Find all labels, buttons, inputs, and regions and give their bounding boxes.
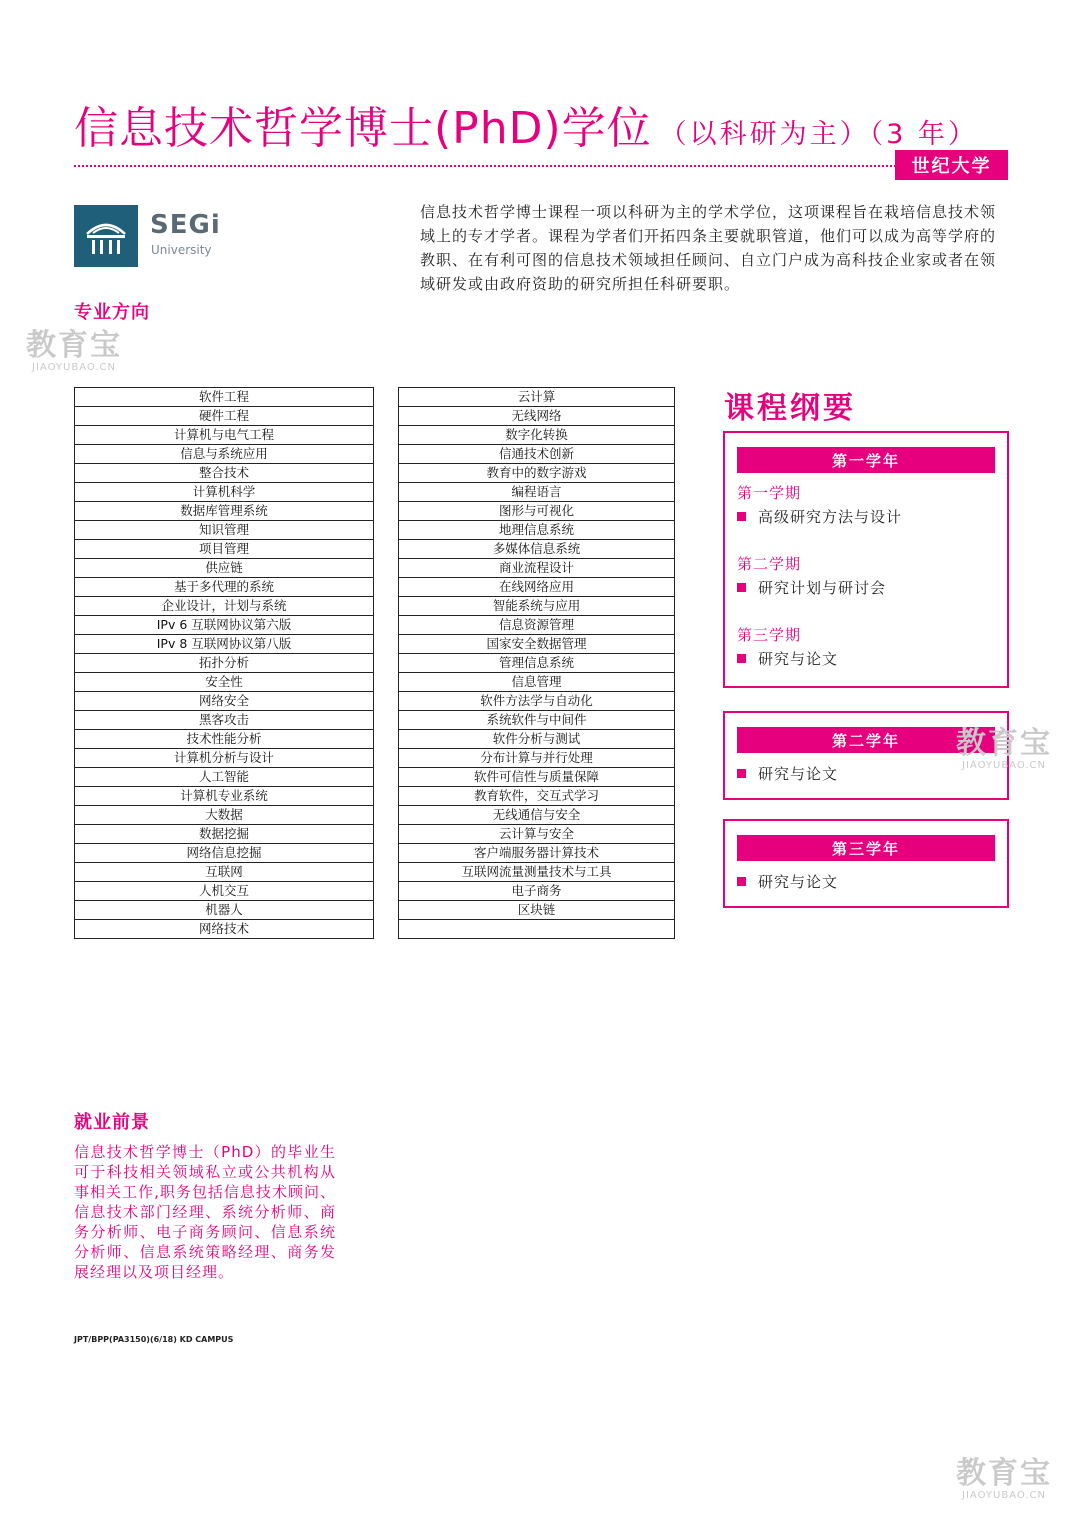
specialization-cell: 机器人 [75,901,374,920]
specialization-cell: 信息资源管理 [399,616,675,635]
table-row [75,825,374,844]
specialization-cell: 云计算与安全 [399,825,675,844]
table-row [399,730,675,749]
specialization-cell: 互联网 [75,863,374,882]
year1-sem2: 第二学期 [737,555,802,573]
specialization-cell: IPv 8 互联网协议第八版 [75,635,374,654]
table-row [75,920,374,939]
segi-building-icon [74,205,138,267]
year1-sem3-item: 研究与论文 [737,648,838,669]
table-row [75,673,374,692]
table-row [75,806,374,825]
specialization-cell: 软件工程 [75,388,374,407]
specialization-cell: 知识管理 [75,521,374,540]
title-sub: （以科研为主）（3 年） [659,119,978,150]
table-row [399,806,675,825]
specialization-cell: 项目管理 [75,540,374,559]
specialization-cell: 数据挖掘 [75,825,374,844]
table-row [399,426,675,445]
specialization-cell: 安全性 [75,673,374,692]
specialization-cell: 软件分析与测试 [399,730,675,749]
logo-name: SEGi [150,210,221,240]
table-row [75,730,374,749]
title-divider [74,165,896,167]
specialization-cell: 在线网络应用 [399,578,675,597]
table-row [75,654,374,673]
specialization-cell: 云计算 [399,388,675,407]
specialization-cell: 无线通信与安全 [399,806,675,825]
specialization-cell: 信通技术创新 [399,445,675,464]
table-row [399,502,675,521]
watermark-url: JIAOYUBAO.CN [32,362,116,373]
table-row [399,787,675,806]
year2-label: 第二学年 [737,727,995,753]
specialization-heading: 专业方向 [74,302,150,323]
specialization-cell: 客户端服务器计算技术 [399,844,675,863]
specialization-cell: 商业流程设计 [399,559,675,578]
table-row [75,787,374,806]
specialization-cell: 教育中的数字游戏 [399,464,675,483]
table-row [399,863,675,882]
specialization-cell: 电子商务 [399,882,675,901]
specialization-table-right [398,387,675,939]
page-title [74,92,978,156]
year1-box [723,431,1009,688]
table-row [75,635,374,654]
table-row [75,692,374,711]
year1-label: 第一学年 [737,447,995,473]
table-row [399,711,675,730]
bullet-icon [737,769,746,778]
specialization-cell: 人机交互 [75,882,374,901]
specialization-cell: 系统软件与中间件 [399,711,675,730]
specialization-cell: 软件方法学与自动化 [399,692,675,711]
table-row [399,825,675,844]
specialization-cell: 企业设计，计划与系统 [75,597,374,616]
specialization-cell: 信息与系统应用 [75,445,374,464]
watermark-right [948,728,1060,772]
table-row [75,901,374,920]
specialization-cell: 计算机专业系统 [75,787,374,806]
year1-sem1: 第一学期 [737,484,802,502]
table-row [399,578,675,597]
table-row [399,673,675,692]
specialization-cell: 无线网络 [399,407,675,426]
specialization-cell: 人工智能 [75,768,374,787]
specialization-cell: 供应链 [75,559,374,578]
table-row [75,521,374,540]
specialization-cell: 地理信息系统 [399,521,675,540]
year3-item: 研究与论文 [737,871,838,892]
table-row [75,464,374,483]
table-row [399,464,675,483]
table-row [399,882,675,901]
year3-label: 第三学年 [737,835,995,861]
table-row [75,388,374,407]
specialization-cell: 智能系统与应用 [399,597,675,616]
table-row [75,597,374,616]
specialization-cell: 国家安全数据管理 [399,635,675,654]
table-row [75,407,374,426]
table-row [399,388,675,407]
table-row [399,844,675,863]
specialization-cell: 网络技术 [75,920,374,939]
table-row [399,692,675,711]
university-badge: 世纪大学 [895,150,1008,180]
table-row [399,597,675,616]
table-row [75,559,374,578]
specialization-cell: 信息管理 [399,673,675,692]
specialization-cell: 管理信息系统 [399,654,675,673]
table-row [75,578,374,597]
specialization-cell: 黑客攻击 [75,711,374,730]
table-row [75,863,374,882]
specialization-table-left [74,387,374,939]
table-row [75,768,374,787]
specialization-cell: 计算机分析与设计 [75,749,374,768]
specialization-cell: 编程语言 [399,483,675,502]
specialization-cell: 硬件工程 [75,407,374,426]
table-row [75,502,374,521]
intro-paragraph: 信息技术哲学博士课程一项以科研为主的学术学位，这项课程旨在栽培信息技术领域上的专才学者。课程为学者们开拓四条主要就职管道，他们可以成为高等学府的教职、在有利可图的信息技术领域担任顾问、自立门户成为高科技企业家或者在领域研发或由政府资助的研究所担任科研要职。 [420,203,997,293]
specialization-cell: 基于多代理的系统 [75,578,374,597]
specialization-cell: 多媒体信息系统 [399,540,675,559]
bullet-icon [737,877,746,886]
table-row [399,559,675,578]
table-row [75,882,374,901]
table-row [399,768,675,787]
table-row [75,540,374,559]
specialization-cell: 分布计算与并行处理 [399,749,675,768]
specialization-cell [399,920,675,939]
watermark-text: 教育宝 [956,726,1052,761]
footer-code: JPT/BPP(PA3150)(6/18) KD CAMPUS [74,1335,234,1344]
specialization-cell: 互联网流量测量技术与工具 [399,863,675,882]
table-row [399,635,675,654]
table-row [399,901,675,920]
specialization-cell: 大数据 [75,806,374,825]
table-row [399,540,675,559]
specialization-cell: 拓扑分析 [75,654,374,673]
year1-sem3: 第三学期 [737,626,802,644]
bullet-icon [737,512,746,521]
watermark-left [18,330,130,374]
table-row [75,616,374,635]
table-row [75,445,374,464]
year3-box [723,819,1009,908]
specialization-cell: 整合技术 [75,464,374,483]
specialization-cell: IPv 6 互联网协议第六版 [75,616,374,635]
title-main: 信息技术哲学博士(PhD)学位 [74,103,652,154]
year1-sem2-item: 研究计划与研讨会 [737,577,886,598]
watermark-url: JIAOYUBAO.CN [962,1490,1046,1501]
specialization-cell: 计算机科学 [75,483,374,502]
year2-item: 研究与论文 [737,763,838,784]
specialization-cell: 网络安全 [75,692,374,711]
table-row [399,407,675,426]
table-row [75,844,374,863]
table-row [75,749,374,768]
table-row [399,749,675,768]
career-paragraph: 信息技术哲学博士（PhD）的毕业生可于科技相关领域私立或公共机构从事相关工作,职务包括信息技术顾问、信息技术部门经理、系统分析师、商务分析师、电子商务顾问、信息系统分析师、信息系统策略经理、商务发展经理以及项目经理。 [74,1143,336,1281]
specialization-cell: 软件可信性与质量保障 [399,768,675,787]
specialization-cell: 网络信息挖掘 [75,844,374,863]
watermark-bottom [948,1458,1060,1502]
specialization-cell: 教育软件，交互式学习 [399,787,675,806]
table-row [399,920,675,939]
watermark-text: 教育宝 [26,328,122,363]
specialization-cell: 技术性能分析 [75,730,374,749]
outline-title: 课程纲要 [724,391,856,426]
logo-subtitle: University [151,243,212,257]
table-row [399,521,675,540]
specialization-cell: 数字化转换 [399,426,675,445]
specialization-cell: 图形与可视化 [399,502,675,521]
specialization-cell: 数据库管理系统 [75,502,374,521]
table-row [399,445,675,464]
specialization-cell: 区块链 [399,901,675,920]
specialization-cell: 计算机与电气工程 [75,426,374,445]
career-heading: 就业前景 [74,1112,150,1133]
table-row [399,483,675,502]
year1-sem1-item: 高级研究方法与设计 [737,506,902,527]
table-row [75,426,374,445]
table-row [75,711,374,730]
watermark-text: 教育宝 [956,1456,1052,1491]
table-row [399,616,675,635]
bullet-icon [737,583,746,592]
bullet-icon [737,654,746,663]
watermark-url: JIAOYUBAO.CN [962,760,1046,771]
table-row [399,654,675,673]
table-row [75,483,374,502]
